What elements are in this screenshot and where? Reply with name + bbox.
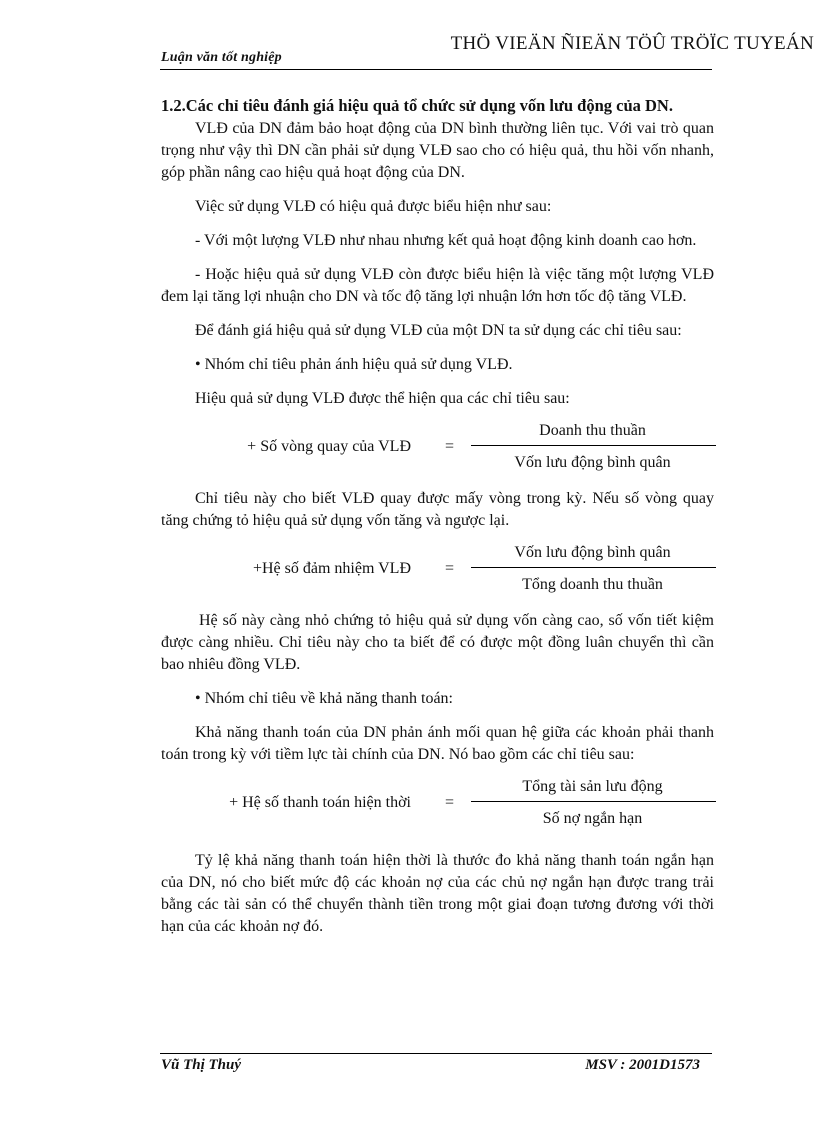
fraction-bar bbox=[471, 445, 716, 446]
formula-label: + Số vòng quay của VLĐ bbox=[247, 438, 411, 455]
formula-numerator: Tổng tài sản lưu động bbox=[522, 778, 663, 795]
footer-student-id: MSV : 2001D1573 bbox=[585, 1057, 700, 1073]
equals-sign: = bbox=[445, 560, 455, 577]
bullet-item bbox=[161, 354, 714, 376]
footer-divider bbox=[160, 1053, 712, 1054]
header-right-library-name: THÖ VIEÄN ÑIEÄN TÖÛ TRÖÏC TUYEÁN bbox=[450, 33, 814, 54]
formula-numerator: Doanh thu thuần bbox=[539, 422, 646, 439]
formula-assignment-ratio bbox=[161, 542, 714, 604]
header-left-title: Luận văn tốt nghiệp bbox=[161, 50, 282, 65]
footer-author: Vũ Thị Thuý bbox=[161, 1057, 242, 1073]
paragraph: Chỉ tiêu này cho biết VLĐ quay được mấy vòng trong kỳ. Nếu số vòng quay tăng chứng tỏ hiệu quả sử dụng vốn tăng và ngược lại. bbox=[161, 490, 714, 529]
paragraph: Hiệu quả sử dụng VLĐ được thể hiện qua các chỉ tiêu sau: bbox=[195, 390, 570, 407]
formula-denominator: Tổng doanh thu thuần bbox=[522, 576, 663, 593]
formula-current-ratio bbox=[161, 776, 714, 838]
fraction-bar bbox=[471, 801, 716, 802]
page-body bbox=[161, 95, 714, 938]
bullet-text: Nhóm chỉ tiêu về khả năng thanh toán: bbox=[204, 690, 453, 707]
bullet-icon bbox=[195, 356, 205, 373]
fraction-bar bbox=[471, 567, 716, 568]
formula-denominator: Số nợ ngắn hạn bbox=[542, 810, 643, 827]
section-title: 1.2.Các chỉ tiêu đánh giá hiệu quả tổ chức sử dụng vốn lưu động của DN. bbox=[161, 96, 673, 115]
paragraph: Để đánh giá hiệu quả sử dụng VLĐ của một DN ta sử dụng các chỉ tiêu sau: bbox=[195, 322, 682, 339]
paragraph: Hệ số này càng nhỏ chứng tỏ hiệu quả sử dụng vốn càng cao, số vốn tiết kiệm được càng nhiều. Chỉ tiêu này cho ta biết để có được một đồng luân chuyển thì cần bao nhiêu đồng VLĐ. bbox=[161, 612, 714, 673]
paragraph: VLĐ của DN đảm bảo hoạt động của DN bình thường liên tục. Với vai trò quan trọng như vậy thì DN cần phải sử dụng VLĐ sao cho có hiệu quả, thu hồi vốn nhanh, góp phần nâng cao hiệu quả hoạt động của DN. bbox=[161, 120, 714, 181]
formula-numerator: Vốn lưu động bình quân bbox=[514, 544, 671, 561]
paragraph: - Hoặc hiệu quả sử dụng VLĐ còn được biểu hiện là việc tăng một lượng VLĐ đem lại tăng lợi nhuận cho DN và tốc độ tăng lợi nhuận lớn hơn tốc độ tăng VLĐ. bbox=[161, 266, 714, 305]
paragraph: Việc sử dụng VLĐ có hiệu quả được biểu hiện như sau: bbox=[195, 198, 552, 215]
paragraph: Khả năng thanh toán của DN phản ánh mối quan hệ giữa các khoản phải thanh toán trong kỳ với tiềm lực tài chính của DN. Nó bao gồm các chỉ tiêu sau: bbox=[161, 724, 714, 763]
formula-label: +Hệ số đảm nhiệm VLĐ bbox=[252, 560, 411, 577]
header-divider bbox=[160, 69, 712, 70]
paragraph: - Với một lượng VLĐ như nhau nhưng kết quả hoạt động kinh doanh cao hơn. bbox=[195, 232, 697, 249]
equals-sign: = bbox=[445, 794, 455, 811]
bullet-icon bbox=[195, 690, 205, 707]
bullet-item bbox=[161, 688, 714, 710]
bullet-text: Nhóm chỉ tiêu phản ánh hiệu quả sử dụng VLĐ. bbox=[204, 356, 513, 373]
formula-turnover bbox=[161, 420, 714, 482]
paragraph: Tỷ lệ khả năng thanh toán hiện thời là thước đo khả năng thanh toán ngắn hạn của DN, nó cho biết mức độ các khoản nợ của các chủ nợ ngắn hạn được trang trải bằng các tài sản có thể chuyển thành tiền trong một giai đoạn tương đương với thời hạn của các khoản nợ đó. bbox=[161, 852, 714, 935]
formula-label: + Hệ số thanh toán hiện thời bbox=[229, 794, 411, 811]
formula-denominator: Vốn lưu động bình quân bbox=[514, 454, 671, 471]
equals-sign: = bbox=[445, 438, 455, 455]
